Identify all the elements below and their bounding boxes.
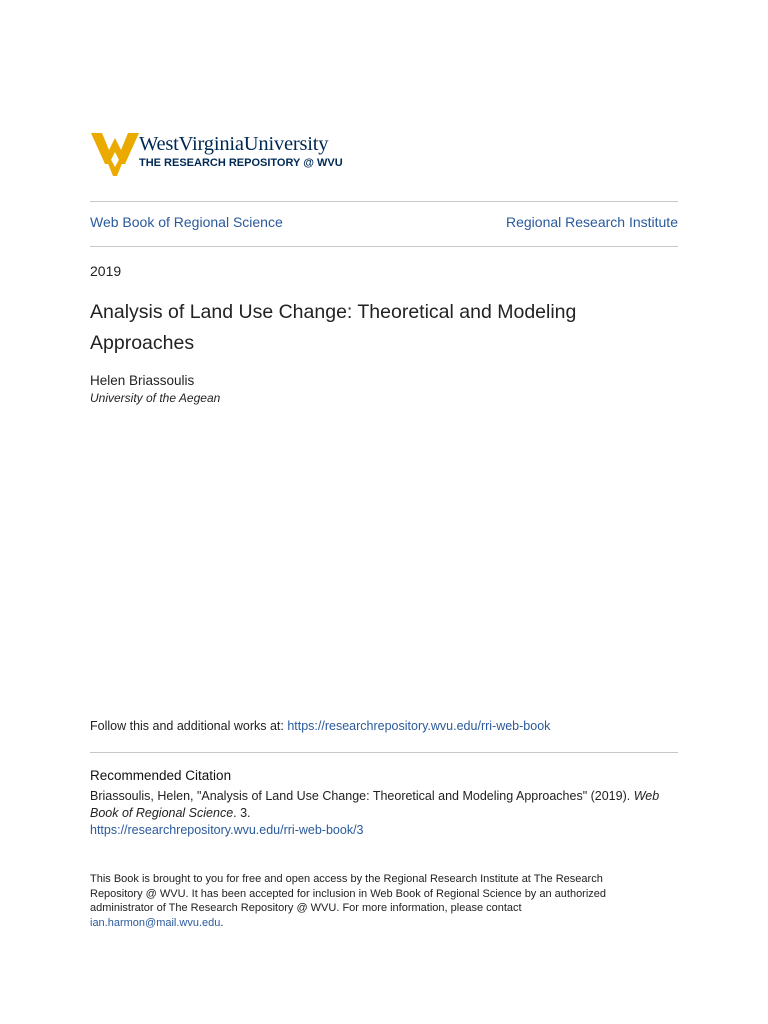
citation-heading: Recommended Citation	[90, 768, 232, 783]
author-affiliation: University of the Aegean	[90, 391, 221, 405]
divider-top	[90, 201, 678, 202]
divider-nav	[90, 246, 678, 247]
document-title: Analysis of Land Use Change: Theoretical and Modeling Approaches	[90, 301, 577, 354]
notice-text: This Book is brought to you for free and open access by the Regional Research Institute at The Research Repository @ WVU. It has been accepted for inclusion in Web Book of Regional Science by an authorized administrator of The Research Repository @ WVU. For more information, please contact	[90, 873, 607, 915]
divider-citation	[90, 752, 678, 753]
series-link[interactable]: Web Book of Regional Science	[90, 214, 283, 230]
citation-series: Web Book of Regional Science	[90, 789, 660, 820]
notice-end: .	[220, 916, 224, 929]
citation-url-link[interactable]: https://researchrepository.wvu.edu/rri-web-book/3	[90, 823, 364, 837]
wvu-logo	[91, 130, 371, 180]
collection-url-link[interactable]: https://researchrepository.wvu.edu/rri-web-book	[287, 719, 551, 733]
citation-number: . 3.	[233, 806, 251, 820]
citation-text	[90, 788, 670, 822]
institute-link[interactable]: Regional Research Institute	[506, 214, 678, 230]
author-name: Helen Briassoulis	[90, 373, 195, 388]
contact-email-link[interactable]: ian.harmon@mail.wvu.edu	[90, 916, 221, 929]
publication-year: 2019	[90, 263, 122, 279]
repository-name: THE RESEARCH REPOSITORY @ WVU	[139, 157, 343, 169]
citation-main: Briassoulis, Helen, "Analysis of Land Use Change: Theoretical and Modeling Approaches" (2019).	[90, 789, 634, 803]
university-name: WestVirginiaUniversity	[139, 133, 329, 155]
follow-text: Follow this and additional works at:	[90, 719, 288, 733]
access-notice	[90, 872, 650, 930]
wvu-flying-wv-logo-icon	[91, 130, 139, 176]
follow-line	[90, 719, 550, 733]
